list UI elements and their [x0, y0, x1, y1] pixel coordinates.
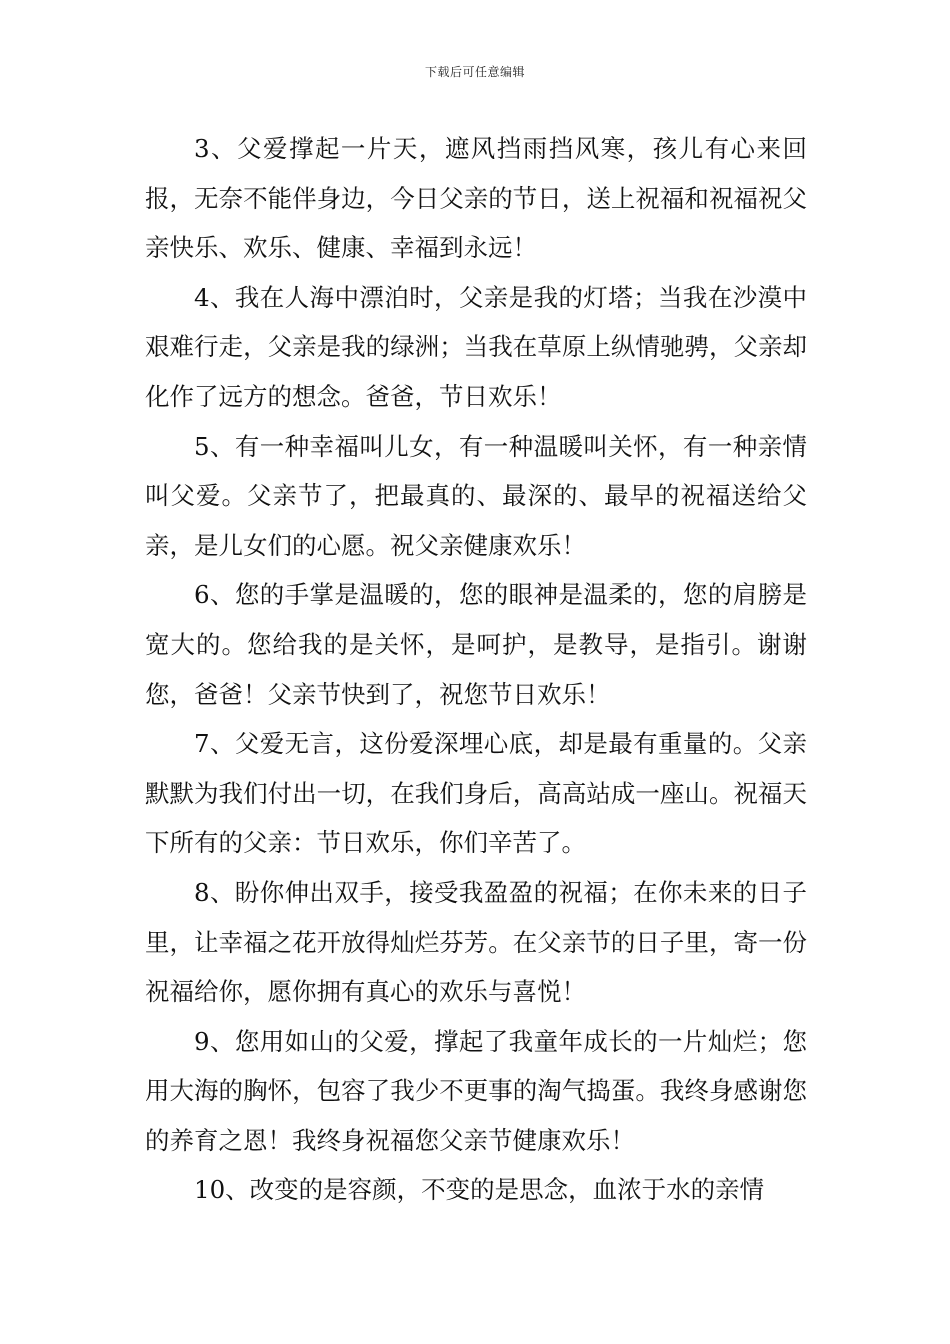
paragraph-4: 4、我在人海中漂泊时，父亲是我的灯塔；当我在沙漠中艰难行走，父亲是我的绿洲；当我在草原上纵情驰骋，父亲却化作了远方的想念。爸爸，节日欢乐！: [145, 282, 807, 411]
paragraph-3: 3、父爱撑起一片天，遮风挡雨挡风寒，孩儿有心来回报，无奈不能伴身边，今日父亲的节日，送上祝福和祝福祝父亲快乐、欢乐、健康、幸福到永远！: [145, 134, 807, 263]
paragraph-9: 9、您用如山的父爱，撑起了我童年成长的一片灿烂；您用大海的胸怀，包容了我少不更事的淘气捣蛋。我终身感谢您的养育之恩！我终身祝福您父亲节健康欢乐！: [145, 1026, 807, 1155]
paragraph-10: 10、改变的是容颜，不变的是思念，血浓于水的亲情: [194, 1175, 765, 1205]
paragraph-7: 7、父爱无言，这份爱深埋心底，却是最有重量的。父亲默默为我们付出一切，在我们身后，高高站成一座山。祝福天下所有的父亲：节日欢乐，你们辛苦了。: [145, 729, 807, 858]
paragraph-6: 6、您的手掌是温暖的，您的眼神是温柔的，您的肩膀是宽大的。您给我的是关怀，是呵护，是教导，是指引。谢谢您，爸爸！父亲节快到了，祝您节日欢乐！: [145, 580, 807, 709]
document-body: [145, 124, 807, 1215]
paragraph-5: 5、有一种幸福叫儿女，有一种温暖叫关怀，有一种亲情叫父爱。父亲节了，把最真的、最深的、最早的祝福送给父亲，是儿女们的心愿。祝父亲健康欢乐！: [145, 431, 807, 560]
page-header: 下载后可任意编辑: [424, 65, 525, 79]
paragraph-8: 8、盼你伸出双手，接受我盈盈的祝福；在你未来的日子里，让幸福之花开放得灿烂芬芳。在父亲节的日子里，寄一份祝福给你，愿你拥有真心的欢乐与喜悦！: [145, 877, 807, 1007]
